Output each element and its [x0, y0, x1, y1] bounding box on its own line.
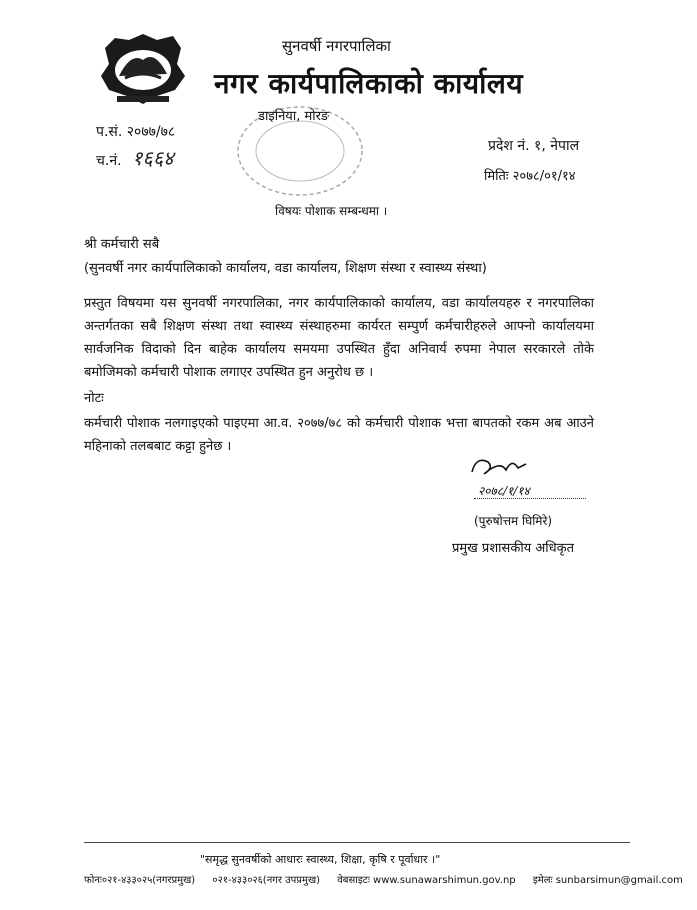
- note-heading: नोटः: [84, 391, 104, 406]
- reference-ps: [96, 122, 175, 141]
- footer-phone-2: ०२१-४३३०२६(नगर उपप्रमुख): [212, 875, 321, 886]
- cn-label: च.नं.: [96, 153, 122, 169]
- office-title: नगर कार्यपालिकाको कार्यालय: [214, 67, 524, 100]
- signature-date: २०७८/१/१४: [478, 484, 530, 498]
- signature: [466, 452, 576, 500]
- cn-value: १६६४: [132, 146, 174, 170]
- footer-motto: "समृद्ध सुनवर्षीको आधारः स्वास्थ्य, शिक्षा, कृषि र पूर्वाधार ।": [200, 853, 441, 866]
- province-text: प्रदेश नं. १, नेपाल: [488, 138, 580, 154]
- subject-line: विषयः पोशाक सम्बन्धमा ।: [275, 204, 388, 218]
- signature-line: [474, 498, 586, 499]
- footer-contacts: [84, 872, 697, 886]
- signature-scribble: [466, 452, 576, 482]
- municipality-name: सुनवर्षी नगरपालिका: [282, 37, 391, 55]
- footer-email[interactable]: इमेलः sunbarsimun@gmail.com: [532, 875, 683, 886]
- footer-website[interactable]: वेबसाइटः www.sunawarshimun.gov.np: [337, 875, 516, 886]
- footer-phone-1: फोनः०२१-४३३०२५(नगरप्रमुख): [84, 875, 196, 886]
- nepal-emblem-logo: [97, 30, 189, 110]
- ps-label: प.सं.: [96, 124, 123, 140]
- addressee-line: श्री कर्मचारी सबै: [84, 237, 160, 252]
- body-paragraph: प्रस्तुत विषयमा यस सुनवर्षी नगरपालिका, नगर कार्यपालिकाको कार्यालय, वडा कार्यालयहरु र नगरपालिका अन्तर्गतका सबै शिक्षण संस्था तथा स्वास्थ्य संस्थाहरुमा कार्यरत सम्पुर्ण कर्मचारीहरुले आफ्नो कार्यालयमा सार्वजनिक विदाको दिन बाहेक कार्यालय समयमा उपस्थित हुँदा अनिवार्य रुपमा नेपाल सरकारले तोके बमोजिमको कर्मचारी पोशाक लगाएर उपस्थित हुन अनुरोध छ ।: [84, 296, 594, 380]
- note-paragraph: कर्मचारी पोशाक नलगाइएको पाइएमा आ.व. २०७७/७८ को कर्मचारी पोशाक भत्ता बापतको रकम अब आउने महिनाको तलबबाट कट्टा हुनेछ ।: [84, 416, 594, 454]
- letter-date: मितिः २०७८/०१/१४: [484, 169, 576, 184]
- office-location: डाइनिया, मोरङ: [258, 109, 330, 124]
- office-stamp: [230, 96, 370, 206]
- ps-value: २०७७/७८: [126, 124, 176, 140]
- signatory-post: प्रमुख प्रशासकीय अधिकृत: [452, 541, 575, 556]
- addressee-detail: (सुनवर्षी नगर कार्यपालिकाको कार्यालय, वडा कार्यालय, शिक्षण संस्था र स्वास्थ्य संस्था): [84, 261, 487, 276]
- footer-rule: [84, 842, 630, 843]
- reference-cn: [96, 144, 174, 171]
- signatory-name: (पुरुषोत्तम घिमिरे): [474, 514, 553, 528]
